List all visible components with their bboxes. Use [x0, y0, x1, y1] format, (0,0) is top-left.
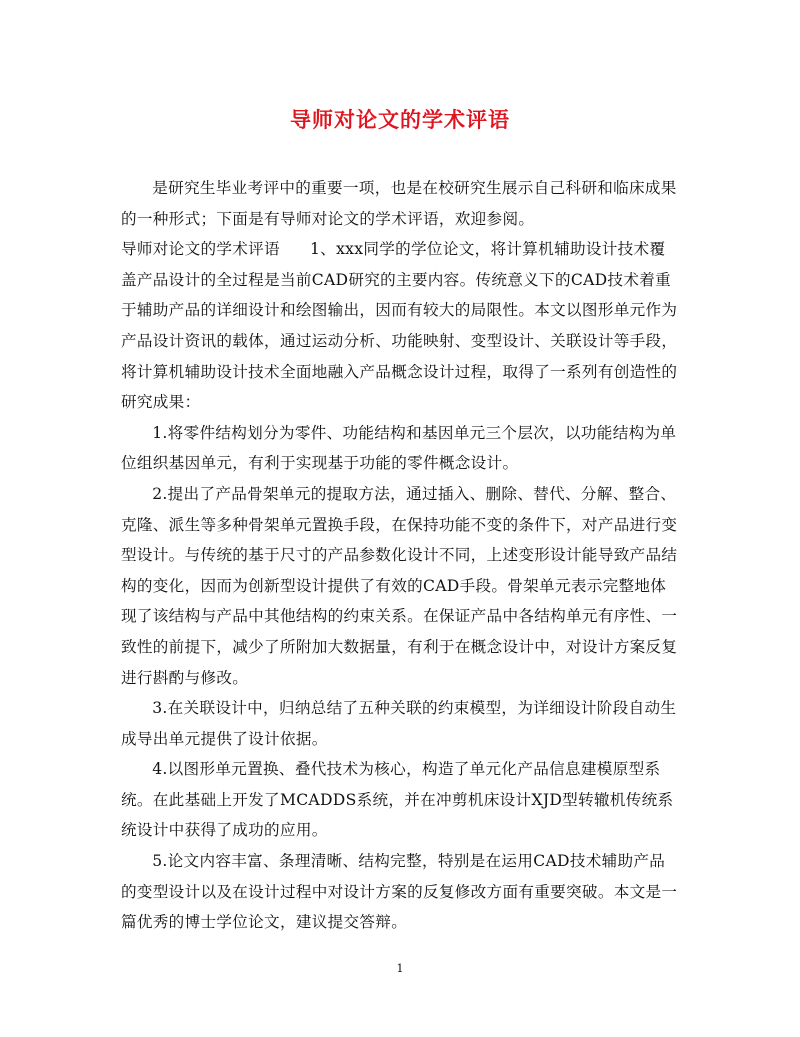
page-number: 1	[396, 962, 404, 975]
list-item: 2.提出了产品骨架单元的提取方法，通过插入、删除、替代、分解、整合、克隆、派生等多种骨架单元置换手段，在保持功能不变的条件下，对产品进行变型设计。与传统的基于尺寸的产品参数化设计不同，上述变形设计能导致产品结构的变化，因而为创新型设计提供了有效的CAD手段。骨架单元表示完整地体现了该结构与产品中其他结构的约束关系。在保证产品中各结构单元有序性、一致性的前提下，减少了所附加大数据量，有利于在概念设计中，对设计方案反复进行斟酌与修改。	[121, 484, 678, 687]
document-body	[121, 173, 681, 938]
list-item: 1.将零件结构划分为零件、功能结构和基因单元三个层次，以功能结构为单位组织基因单元，有利于实现基于功能的零件概念设计。	[121, 423, 677, 473]
first-paragraph-text: 1、xxx同学的学位论文，将计算机辅助设计技术覆盖产品设计的全过程是当前CAD研究的主要内容。传统意义下的CAD技术着重于辅助产品的详细设计和绘图输出，因而有较大的局限性。本文以图形单元作为产品设计资讯的载体，通过运动分析、功能映射、变型设计、关联设计等手段，将计算机辅助设计技术全面地融入产品概念设计过程，取得了一系列有创造性的研究成果：	[121, 240, 678, 412]
section-label: 导师对论文的学术评语	[121, 240, 280, 259]
list-item: 5.论文内容丰富、条理清晰、结构完整，特别是在运用CAD技术辅助产品的变型设计以及在设计过程中对设计方案的反复修改方面有重要突破。本文是一篇优秀的博士学位论文，建议提交答辩。	[121, 852, 678, 932]
document-title: 导师对论文的学术评语	[290, 107, 510, 132]
list-item: 3.在关联设计中，归纳总结了五种关联的约束模型，为详细设计阶段自动生成导出单元提供了设计依据。	[121, 699, 677, 748]
list-item: 4.以图形单元置换、叠代技术为核心，构造了单元化产品信息建模原型系统。在此基础上开发了MCADDS系统，并在冲剪机床设计XJD型转辙机传统系统设计中获得了成功的应用。	[121, 760, 674, 840]
first-paragraph	[121, 234, 681, 418]
intro-paragraph: 是研究生毕业考评中的重要一项，也是在校研究生展示自己科研和临床成果的一种形式；下面是有导师对论文的学术评语，欢迎参阅。	[121, 179, 677, 228]
